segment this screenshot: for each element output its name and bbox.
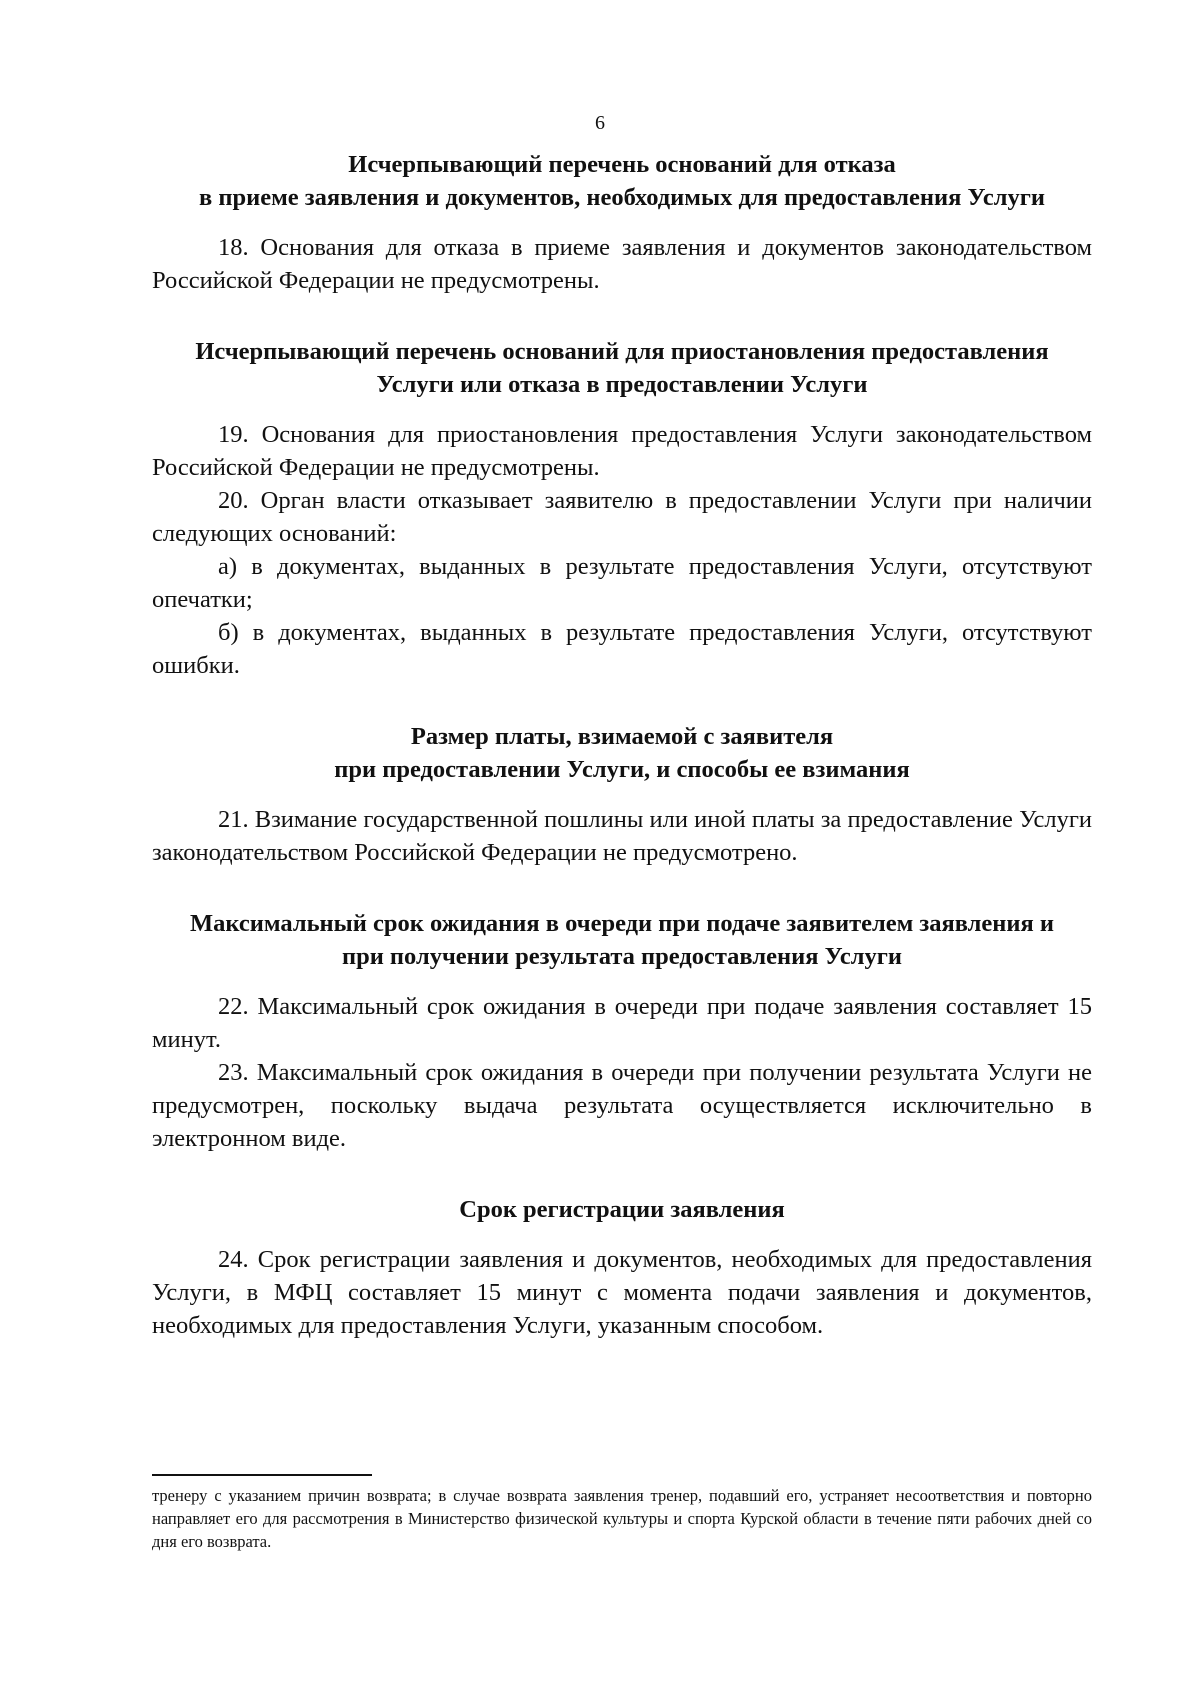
heading-line: Максимальный срок ожидания в очереди при подаче заявителем заявления и xyxy=(189,910,1055,937)
heading-line: Исчерпывающий перечень оснований для приостановления предоставления xyxy=(195,338,1049,365)
heading-line: при получении результата предоставления Услуги xyxy=(341,943,903,970)
page-number: 6 xyxy=(595,112,605,134)
paragraph-20a: а) в документах, выданных в результате предоставления Услуги, отсутствуют опечатки; xyxy=(152,553,1092,613)
document-body xyxy=(152,148,1092,1342)
section-heading xyxy=(152,148,1092,214)
heading-line: Размер платы, взимаемой с заявителя xyxy=(410,723,834,750)
footnote-separator xyxy=(152,1474,372,1476)
paragraph-21: 21. Взимание государственной пошлины или иной платы за предоставление Услуги законодательством Российской Федерации не предусмотрено. xyxy=(152,806,1092,866)
footnote: тренеру с указанием причин возврата; в случае возврата заявления тренер, подавший его, устраняет несоответствия и повторно направляет его для рассмотрения в Министерство физической культуры и спорта Курской области в течение пяти рабочих дней со дня его возврата. xyxy=(152,1486,1092,1551)
section-heading xyxy=(152,335,1092,401)
paragraph-24: 24. Срок регистрации заявления и документов, необходимых для предоставления Услуги, в МФЦ составляет 15 минут с момента подачи заявления и документов, необходимых для предоставления Услуги, указанным способом. xyxy=(152,1246,1092,1339)
heading-line: Исчерпывающий перечень оснований для отказа xyxy=(348,151,896,178)
heading-line: Срок регистрации заявления xyxy=(459,1196,785,1223)
paragraph-22: 22. Максимальный срок ожидания в очереди при подаче заявления составляет 15 минут. xyxy=(152,993,1092,1053)
paragraph-20b: б) в документах, выданных в результате предоставления Услуги, отсутствуют ошибки. xyxy=(152,619,1092,679)
paragraph-23: 23. Максимальный срок ожидания в очереди при получении результата Услуги не предусмотрен, поскольку выдача результата осуществляется исключительно в электронном виде. xyxy=(152,1059,1092,1152)
paragraph-20: 20. Орган власти отказывает заявителю в предоставлении Услуги при наличии следующих оснований: xyxy=(152,487,1092,547)
section-heading xyxy=(152,907,1092,973)
paragraph-19: 19. Основания для приостановления предоставления Услуги законодательством Российской Федерации не предусмотрены. xyxy=(152,421,1092,481)
section-heading xyxy=(152,720,1092,786)
paragraph-18: 18. Основания для отказа в приеме заявления и документов законодательством Российской Федерации не предусмотрены. xyxy=(152,234,1092,294)
section-heading xyxy=(152,1193,1092,1226)
heading-line: в приеме заявления и документов, необходимых для предоставления Услуги xyxy=(199,184,1045,211)
heading-line: при предоставлении Услуги, и способы ее взимания xyxy=(334,756,910,783)
heading-line: Услуги или отказа в предоставлении Услуги xyxy=(376,371,868,398)
